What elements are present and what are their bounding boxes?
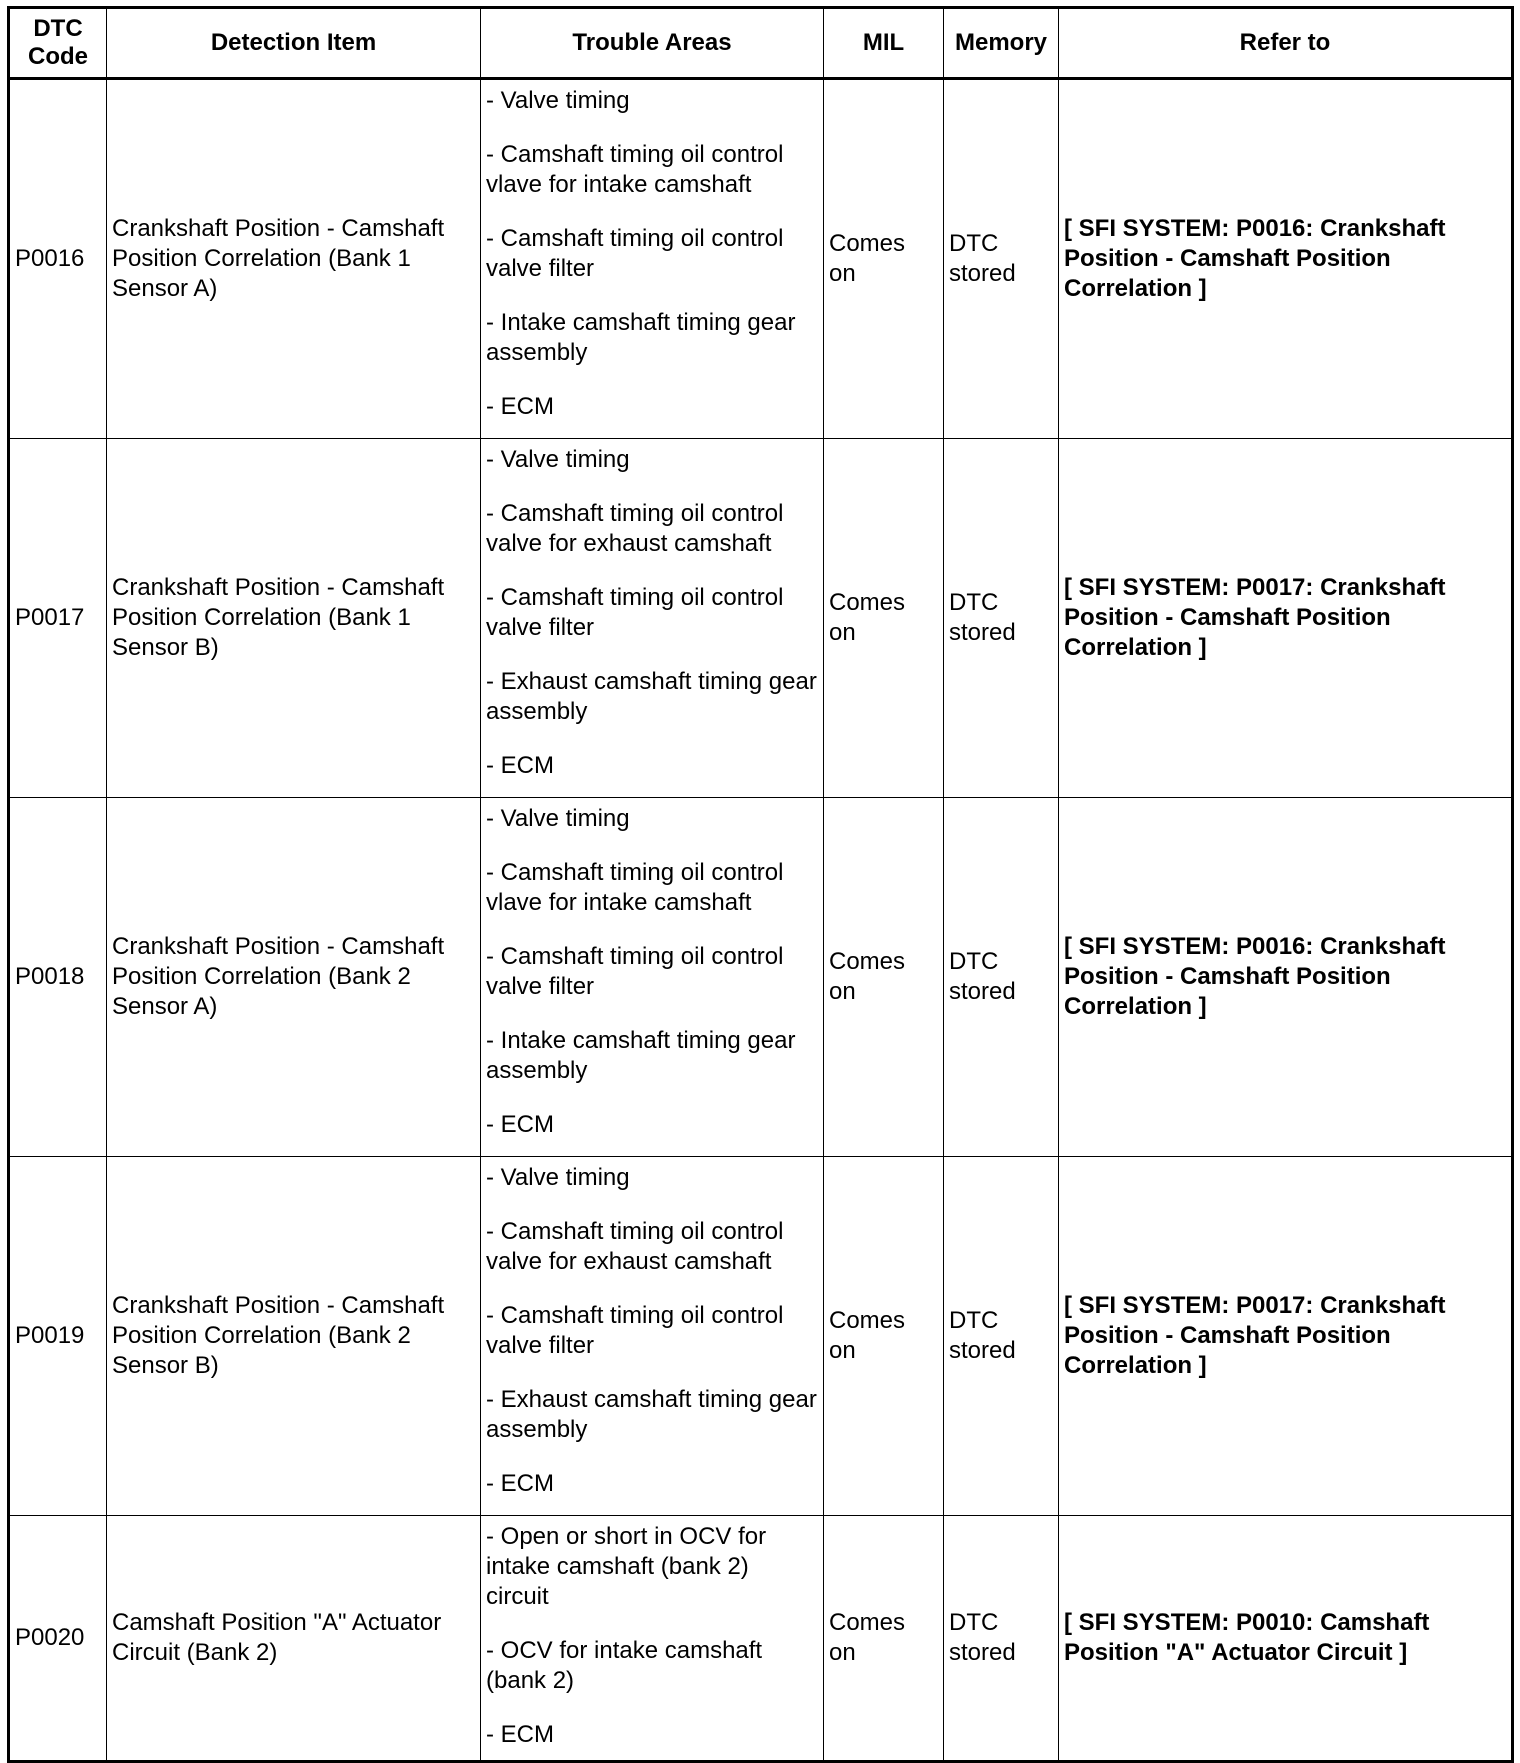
trouble-area-item: - Exhaust camshaft timing gear assembly	[486, 668, 817, 725]
refer-to-link: [ SFI SYSTEM: P0017: Crankshaft Position - Camshaft Position Correlation ]	[1059, 439, 1513, 798]
trouble-areas-cell	[481, 439, 824, 798]
trouble-area-item: - Valve timing	[486, 805, 630, 832]
trouble-area-item: - Camshaft timing oil control valve filter	[486, 584, 784, 641]
dtc-table	[7, 6, 1514, 1763]
trouble-area-item: - ECM	[486, 752, 554, 779]
memory-cell: DTC stored	[944, 79, 1059, 439]
refer-to-link: [ SFI SYSTEM: P0017: Crankshaft Position - Camshaft Position Correlation ]	[1059, 1157, 1513, 1516]
header-dtc-code: DTC Code	[9, 8, 107, 79]
trouble-area-item: - ECM	[486, 1721, 554, 1748]
trouble-area-item: - Camshaft timing oil control vlave for intake camshaft	[486, 141, 784, 198]
detection-item-cell: Camshaft Position "A" Actuator Circuit (Bank 2)	[107, 1516, 481, 1762]
refer-to-link: [ SFI SYSTEM: P0016: Crankshaft Position - Camshaft Position Correlation ]	[1059, 798, 1513, 1157]
dtc-code-cell: P0019	[9, 1157, 107, 1516]
trouble-area-item: - Valve timing	[486, 446, 630, 473]
table-row	[9, 1157, 1513, 1516]
mil-cell: Comes on	[824, 79, 944, 439]
table-row	[9, 439, 1513, 798]
trouble-areas-cell	[481, 798, 824, 1157]
trouble-area-item: - Camshaft timing oil control valve filter	[486, 943, 784, 1000]
trouble-area-item: - Intake camshaft timing gear assembly	[486, 309, 796, 366]
header-trouble-areas: Trouble Areas	[481, 8, 824, 79]
trouble-area-item: - Valve timing	[486, 1164, 630, 1191]
trouble-area-item: - Camshaft timing oil control valve for exhaust camshaft	[486, 1218, 784, 1275]
detection-item-cell: Crankshaft Position - Camshaft Position Correlation (Bank 1 Sensor A)	[107, 79, 481, 439]
table-row	[9, 798, 1513, 1157]
trouble-areas-cell	[481, 1157, 824, 1516]
trouble-area-item: - OCV for intake camshaft (bank 2)	[486, 1637, 763, 1694]
header-detection-item: Detection Item	[107, 8, 481, 79]
trouble-area-item: - ECM	[486, 1470, 554, 1497]
dtc-code-cell: P0016	[9, 79, 107, 439]
mil-cell: Comes on	[824, 798, 944, 1157]
trouble-area-item: - Camshaft timing oil control valve filter	[486, 225, 784, 282]
trouble-area-item: - Intake camshaft timing gear assembly	[486, 1027, 796, 1084]
dtc-code-cell: P0017	[9, 439, 107, 798]
trouble-area-item: - Camshaft timing oil control valve filter	[486, 1302, 784, 1359]
detection-item-cell: Crankshaft Position - Camshaft Position Correlation (Bank 2 Sensor B)	[107, 1157, 481, 1516]
trouble-area-item: - Camshaft timing oil control vlave for intake camshaft	[486, 859, 784, 916]
memory-cell: DTC stored	[944, 798, 1059, 1157]
trouble-areas-cell	[481, 1516, 824, 1762]
trouble-area-item: - Valve timing	[486, 87, 630, 114]
trouble-area-item: - Open or short in OCV for intake camshaft (bank 2) circuit	[486, 1523, 767, 1610]
trouble-area-item: - ECM	[486, 393, 554, 420]
trouble-area-item: - Exhaust camshaft timing gear assembly	[486, 1386, 817, 1443]
refer-to-link: [ SFI SYSTEM: P0010: Camshaft Position "A" Actuator Circuit ]	[1059, 1516, 1513, 1762]
trouble-area-item: - ECM	[486, 1111, 554, 1138]
table-row	[9, 79, 1513, 439]
refer-to-link: [ SFI SYSTEM: P0016: Crankshaft Position - Camshaft Position Correlation ]	[1059, 79, 1513, 439]
mil-cell: Comes on	[824, 1157, 944, 1516]
dtc-code-cell: P0018	[9, 798, 107, 1157]
mil-cell: Comes on	[824, 1516, 944, 1762]
header-memory: Memory	[944, 8, 1059, 79]
memory-cell: DTC stored	[944, 1157, 1059, 1516]
trouble-area-item: - Camshaft timing oil control valve for exhaust camshaft	[486, 500, 784, 557]
header-mil: MIL	[824, 8, 944, 79]
detection-item-cell: Crankshaft Position - Camshaft Position Correlation (Bank 2 Sensor A)	[107, 798, 481, 1157]
dtc-code-cell: P0020	[9, 1516, 107, 1762]
header-refer-to: Refer to	[1059, 8, 1513, 79]
header-row	[9, 8, 1513, 79]
detection-item-cell: Crankshaft Position - Camshaft Position Correlation (Bank 1 Sensor B)	[107, 439, 481, 798]
trouble-areas-cell	[481, 79, 824, 439]
memory-cell: DTC stored	[944, 1516, 1059, 1762]
mil-cell: Comes on	[824, 439, 944, 798]
table-row	[9, 1516, 1513, 1762]
memory-cell: DTC stored	[944, 439, 1059, 798]
